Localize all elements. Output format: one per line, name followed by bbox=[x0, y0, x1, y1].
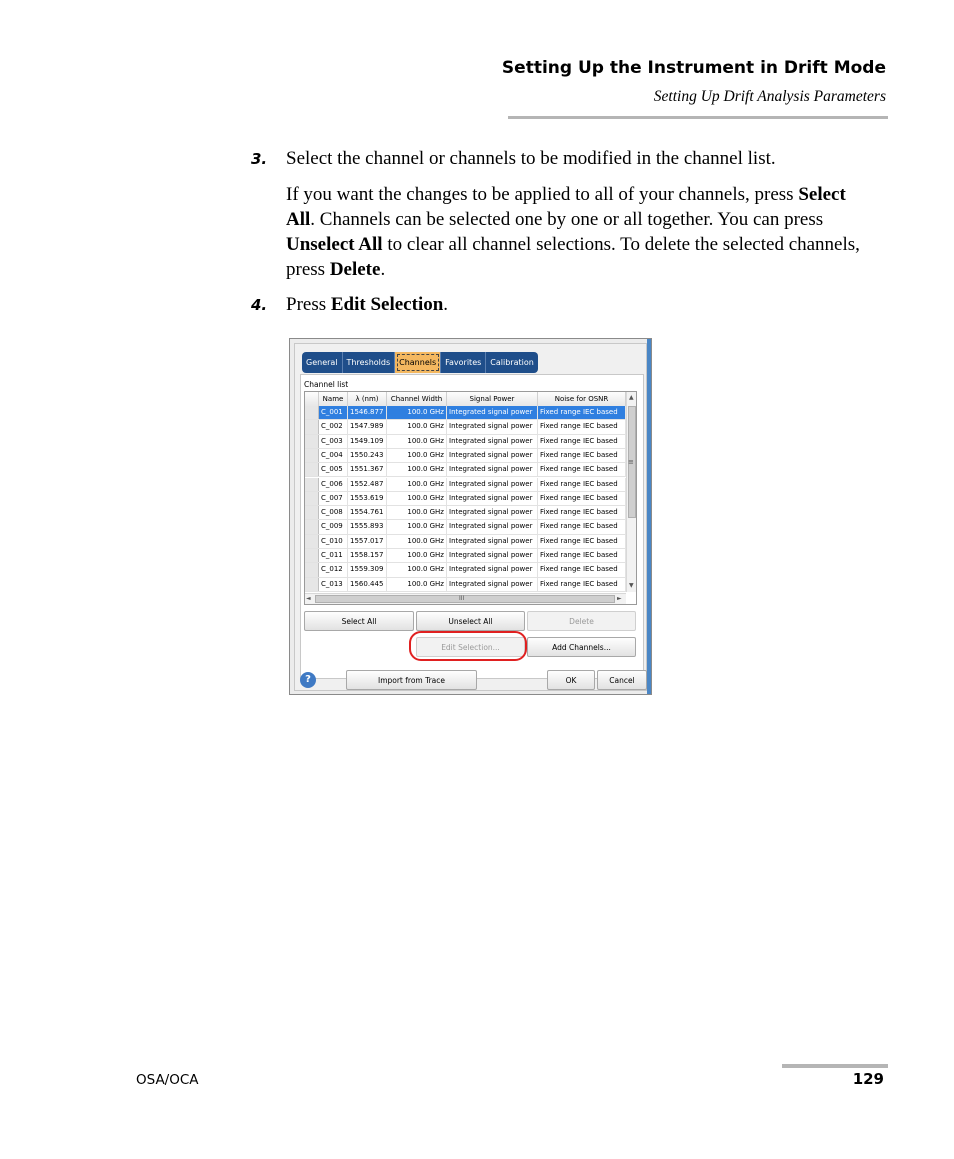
tab-general[interactable]: General bbox=[302, 352, 343, 373]
cell-name[interactable]: C_002 bbox=[319, 420, 348, 433]
column-header-wavelength[interactable]: λ (nm) bbox=[348, 392, 387, 406]
horizontal-scroll-thumb[interactable] bbox=[315, 595, 615, 603]
table-row[interactable] bbox=[305, 463, 626, 477]
tab-calibration[interactable]: Calibration bbox=[490, 358, 534, 367]
window-edge bbox=[647, 339, 651, 694]
row-header[interactable] bbox=[305, 506, 319, 519]
cell-signal-power[interactable]: Integrated signal power bbox=[447, 463, 538, 476]
cell-signal-power[interactable]: Integrated signal power bbox=[447, 435, 538, 448]
cell-channel-width[interactable]: 100.0 GHz bbox=[387, 549, 447, 562]
column-header-name[interactable]: Name bbox=[319, 392, 348, 406]
cell-signal-power[interactable]: Integrated signal power bbox=[447, 406, 538, 419]
dialog-body bbox=[294, 343, 647, 691]
cell-noise-osnr[interactable]: Fixed range IEC based bbox=[538, 506, 626, 519]
cell-signal-power[interactable]: Integrated signal power bbox=[447, 449, 538, 462]
step-3-text: Select the channel or channels to be modified in the channel list. bbox=[286, 148, 776, 169]
cell-signal-power[interactable]: Integrated signal power bbox=[447, 535, 538, 548]
cell-noise-osnr[interactable]: Fixed range IEC based bbox=[538, 463, 626, 476]
cell-wavelength[interactable]: 1547.989 bbox=[348, 420, 387, 433]
table-row[interactable] bbox=[305, 506, 626, 520]
cell-wavelength[interactable]: 1550.243 bbox=[348, 449, 387, 462]
column-header-signal-power[interactable]: Signal Power bbox=[447, 392, 538, 406]
table-row[interactable] bbox=[305, 406, 626, 420]
page-number: 129 bbox=[852, 1070, 884, 1088]
delete-button[interactable]: Delete bbox=[527, 611, 636, 631]
cell-noise-osnr[interactable]: Fixed range IEC based bbox=[538, 478, 626, 491]
step-4-text: Press Edit Selection. bbox=[286, 294, 449, 315]
row-header[interactable] bbox=[305, 435, 319, 448]
cell-name[interactable]: C_009 bbox=[319, 520, 348, 533]
scroll-down-icon[interactable]: ▼ bbox=[629, 582, 634, 589]
add-channels-button[interactable]: Add Channels... bbox=[527, 637, 636, 657]
table-row[interactable] bbox=[305, 535, 626, 549]
cell-noise-osnr[interactable]: Fixed range IEC based bbox=[538, 549, 626, 562]
cell-channel-width[interactable]: 100.0 GHz bbox=[387, 406, 447, 419]
row-header[interactable] bbox=[305, 578, 319, 591]
channel-list-label: Channel list bbox=[304, 380, 349, 389]
hscroll-grip-icon: III bbox=[459, 595, 465, 602]
row-header[interactable] bbox=[305, 492, 319, 505]
table-row[interactable] bbox=[305, 520, 626, 534]
table-row[interactable] bbox=[305, 492, 626, 506]
tab-bar bbox=[302, 352, 538, 373]
cell-channel-width[interactable]: 100.0 GHz bbox=[387, 478, 447, 491]
highlight-circle bbox=[409, 631, 527, 661]
cell-wavelength[interactable]: 1555.893 bbox=[348, 520, 387, 533]
cell-name[interactable]: C_013 bbox=[319, 578, 348, 591]
grid-header bbox=[305, 392, 626, 407]
cell-noise-osnr[interactable]: Fixed range IEC based bbox=[538, 535, 626, 548]
cell-signal-power[interactable]: Integrated signal power bbox=[447, 506, 538, 519]
import-from-trace-button[interactable]: Import from Trace bbox=[346, 670, 477, 690]
channels-dialog-screenshot bbox=[289, 338, 652, 695]
help-icon[interactable]: ? bbox=[300, 672, 316, 688]
running-header-title: Setting Up the Instrument in Drift Mode bbox=[501, 58, 886, 78]
step-3-number: 3. bbox=[251, 150, 268, 168]
vertical-scrollbar[interactable] bbox=[626, 392, 637, 592]
cell-channel-width[interactable]: 100.0 GHz bbox=[387, 578, 447, 591]
cell-noise-osnr[interactable]: Fixed range IEC based bbox=[538, 406, 626, 419]
row-header[interactable] bbox=[305, 449, 319, 462]
row-header[interactable] bbox=[305, 420, 319, 433]
cell-channel-width[interactable]: 100.0 GHz bbox=[387, 506, 447, 519]
cell-name[interactable]: C_005 bbox=[319, 463, 348, 476]
horizontal-scrollbar[interactable] bbox=[305, 593, 626, 605]
cell-noise-osnr[interactable]: Fixed range IEC based bbox=[538, 435, 626, 448]
select-all-button[interactable]: Select All bbox=[304, 611, 414, 631]
cell-signal-power[interactable]: Integrated signal power bbox=[447, 549, 538, 562]
cell-name[interactable]: C_011 bbox=[319, 549, 348, 562]
tab-channels[interactable]: Channels bbox=[395, 352, 441, 373]
cell-name[interactable]: C_003 bbox=[319, 435, 348, 448]
column-header-channel-width[interactable]: Channel Width bbox=[387, 392, 447, 406]
footer-rule bbox=[782, 1064, 888, 1068]
unselect-all-button[interactable]: Unselect All bbox=[416, 611, 525, 631]
cell-wavelength[interactable]: 1552.487 bbox=[348, 478, 387, 491]
footer-product: OSA/OCA bbox=[136, 1072, 199, 1088]
cell-name[interactable]: C_001 bbox=[319, 406, 348, 419]
cell-noise-osnr[interactable]: Fixed range IEC based bbox=[538, 520, 626, 533]
tab-thresholds[interactable]: Thresholds bbox=[343, 352, 396, 373]
cell-signal-power[interactable]: Integrated signal power bbox=[447, 492, 538, 505]
cell-signal-power[interactable]: Integrated signal power bbox=[447, 578, 538, 591]
row-header[interactable] bbox=[305, 463, 319, 476]
header-rule bbox=[508, 116, 888, 119]
table-row[interactable] bbox=[305, 449, 626, 463]
scroll-grip-icon: ≡ bbox=[628, 458, 634, 466]
cell-wavelength[interactable]: 1559.309 bbox=[348, 563, 387, 576]
cell-channel-width[interactable]: 100.0 GHz bbox=[387, 463, 447, 476]
table-row[interactable] bbox=[305, 420, 626, 434]
step-3-paragraph: If you want the changes to be applied to all of your channels, press Select All. Channels can be selected one by one or all together. You can press Unselect All to clear all channel selections. To delete the selected channels, press Delete. bbox=[286, 184, 860, 280]
cell-noise-osnr[interactable]: Fixed range IEC based bbox=[538, 563, 626, 576]
cell-signal-power[interactable]: Integrated signal power bbox=[447, 478, 538, 491]
scroll-up-icon[interactable]: ▲ bbox=[629, 394, 634, 401]
cell-wavelength[interactable]: 1553.619 bbox=[348, 492, 387, 505]
cell-name[interactable]: C_004 bbox=[319, 449, 348, 462]
scroll-right-icon[interactable]: ► bbox=[617, 595, 622, 602]
cell-name[interactable]: C_006 bbox=[319, 478, 348, 491]
cell-name[interactable]: C_008 bbox=[319, 506, 348, 519]
cell-noise-osnr[interactable]: Fixed range IEC based bbox=[538, 578, 626, 591]
cell-signal-power[interactable]: Integrated signal power bbox=[447, 563, 538, 576]
step-4-number: 4. bbox=[251, 296, 268, 314]
ok-button[interactable]: OK bbox=[547, 670, 595, 690]
running-header-subtitle: Setting Up Drift Analysis Parameters bbox=[653, 88, 886, 105]
row-header[interactable] bbox=[305, 406, 319, 419]
cell-wavelength[interactable]: 1551.367 bbox=[348, 463, 387, 476]
cell-wavelength[interactable]: 1560.445 bbox=[348, 578, 387, 591]
cancel-button[interactable]: Cancel bbox=[597, 670, 647, 690]
cell-channel-width[interactable]: 100.0 GHz bbox=[387, 449, 447, 462]
table-row[interactable] bbox=[305, 478, 626, 492]
cell-name[interactable]: C_010 bbox=[319, 535, 348, 548]
cell-signal-power[interactable]: Integrated signal power bbox=[447, 520, 538, 533]
cell-wavelength[interactable]: 1549.109 bbox=[348, 435, 387, 448]
row-header[interactable] bbox=[305, 535, 319, 548]
table-row[interactable] bbox=[305, 435, 626, 449]
cell-noise-osnr[interactable]: Fixed range IEC based bbox=[538, 492, 626, 505]
cell-wavelength[interactable]: 1546.877 bbox=[348, 406, 387, 419]
cell-channel-width[interactable]: 100.0 GHz bbox=[387, 535, 447, 548]
tab-favorites[interactable]: Favorites bbox=[441, 352, 486, 373]
cell-noise-osnr[interactable]: Fixed range IEC based bbox=[538, 420, 626, 433]
cell-channel-width[interactable]: 100.0 GHz bbox=[387, 563, 447, 576]
table-row[interactable] bbox=[305, 578, 626, 592]
cell-name[interactable]: C_007 bbox=[319, 492, 348, 505]
channel-grid[interactable] bbox=[304, 391, 637, 605]
cell-wavelength[interactable]: 1558.157 bbox=[348, 549, 387, 562]
cell-name[interactable]: C_012 bbox=[319, 563, 348, 576]
cell-wavelength[interactable]: 1554.761 bbox=[348, 506, 387, 519]
cell-signal-power[interactable]: Integrated signal power bbox=[447, 420, 538, 433]
cell-channel-width[interactable]: 100.0 GHz bbox=[387, 492, 447, 505]
row-header[interactable] bbox=[305, 520, 319, 533]
edit-selection-button[interactable]: Edit Selection... bbox=[416, 637, 525, 657]
row-header[interactable] bbox=[305, 549, 319, 562]
scroll-left-icon[interactable]: ◄ bbox=[306, 595, 311, 602]
cell-wavelength[interactable]: 1557.017 bbox=[348, 535, 387, 548]
row-header[interactable] bbox=[305, 478, 319, 491]
table-row[interactable] bbox=[305, 549, 626, 563]
row-header-corner bbox=[305, 392, 319, 406]
table-row[interactable] bbox=[305, 563, 626, 577]
cell-channel-width[interactable]: 100.0 GHz bbox=[387, 435, 447, 448]
row-header[interactable] bbox=[305, 563, 319, 576]
cell-noise-osnr[interactable]: Fixed range IEC based bbox=[538, 449, 626, 462]
column-header-noise-osnr[interactable]: Noise for OSNR bbox=[538, 392, 626, 406]
cell-channel-width[interactable]: 100.0 GHz bbox=[387, 420, 447, 433]
cell-channel-width[interactable]: 100.0 GHz bbox=[387, 520, 447, 533]
